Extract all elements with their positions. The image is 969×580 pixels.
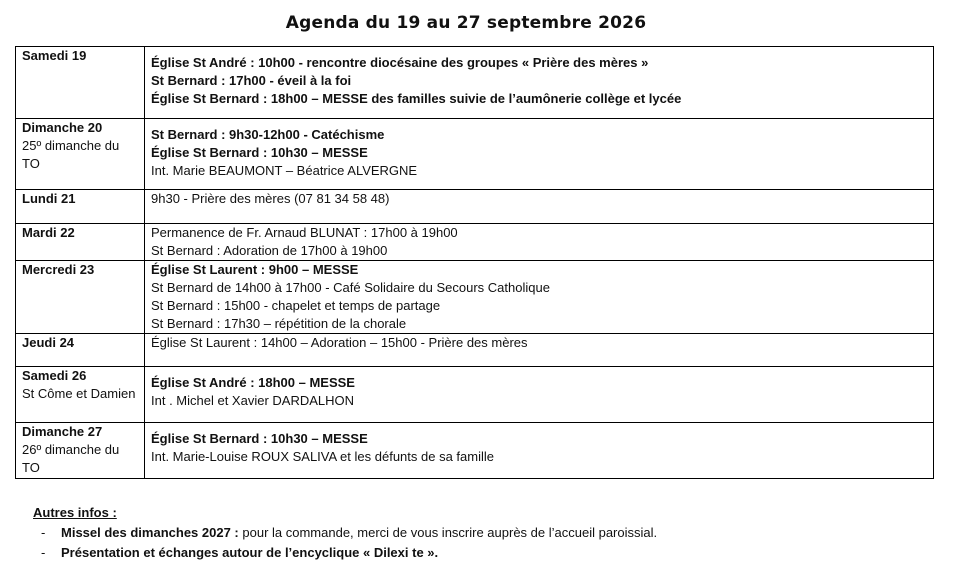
agenda-table <box>15 46 934 479</box>
event-line: Église St Bernard : 10h30 – MESSE <box>151 431 368 446</box>
event-line: St Bernard : Adoration de 17h00 à 19h00 <box>151 243 388 258</box>
event-line: Permanence de Fr. Arnaud BLUNAT : 17h00 à 19h00 <box>151 225 458 240</box>
day-name: Mardi 22 <box>22 225 75 240</box>
event-line: Église St Bernard : 18h00 – MESSE des familles suivie de l’aumônerie collège et lycée <box>151 91 682 106</box>
event-line: 9h30 - Prière des mères (07 81 34 58 48) <box>151 191 390 206</box>
day-name: Samedi 19 <box>22 48 87 63</box>
event-line: St Bernard de 14h00 à 17h00 - Café Solidaire du Secours Catholique <box>151 280 550 295</box>
day-cell <box>16 47 145 119</box>
day-subtitle: 25º dimanche du TO <box>22 138 120 171</box>
event-line: St Bernard : 17h00 - éveil à la foi <box>151 73 352 88</box>
day-cell <box>16 224 145 261</box>
events-cell <box>145 334 934 367</box>
table-row <box>16 261 934 334</box>
list-bullet: - <box>41 525 46 540</box>
day-subtitle: St Côme et Damien <box>22 386 136 401</box>
event-line: Int . Michel et Xavier DARDALHON <box>151 393 355 408</box>
day-subtitle: 26º dimanche du TO <box>22 442 120 475</box>
events-cell <box>145 367 934 423</box>
day-name: Jeudi 24 <box>22 335 75 350</box>
list-item <box>33 523 913 543</box>
day-cell <box>16 119 145 190</box>
event-line: Int. Marie BEAUMONT – Béatrice ALVERGNE <box>151 163 418 178</box>
events-cell <box>145 47 934 119</box>
day-name: Dimanche 20 <box>22 120 103 135</box>
day-cell <box>16 334 145 367</box>
page-title: Agenda du 19 au 27 septembre 2026 <box>285 13 647 33</box>
table-row <box>16 367 934 423</box>
event-line: St Bernard : 15h00 - chapelet et temps de partage <box>151 298 441 313</box>
day-name: Mercredi 23 <box>22 262 95 277</box>
other-info-section <box>33 503 913 563</box>
table-row <box>16 334 934 367</box>
table-row <box>16 119 934 190</box>
day-cell <box>16 261 145 334</box>
table-row <box>16 224 934 261</box>
info-label: Missel des dimanches 2027 : <box>61 525 239 540</box>
event-line: Int. Marie-Louise ROUX SALIVA et les défunts de sa famille <box>151 449 494 464</box>
events-cell <box>145 190 934 224</box>
day-cell <box>16 190 145 224</box>
events-cell <box>145 224 934 261</box>
table-row <box>16 423 934 479</box>
day-cell <box>16 423 145 479</box>
day-cell <box>16 367 145 423</box>
day-name: Dimanche 27 <box>22 424 103 439</box>
event-line: Église St Bernard : 10h30 – MESSE <box>151 145 368 160</box>
day-name: Lundi 21 <box>22 191 76 206</box>
list-bullet: - <box>41 545 46 560</box>
info-text: pour la commande, merci de vous inscrire auprès de l’accueil paroissial. <box>238 525 658 540</box>
event-line: Église St André : 18h00 – MESSE <box>151 375 355 390</box>
events-cell <box>145 423 934 479</box>
events-cell <box>145 261 934 334</box>
events-cell <box>145 119 934 190</box>
other-info-heading: Autres infos : <box>33 505 117 520</box>
event-line: Église St André : 10h00 - rencontre diocésaine des groupes « Prière des mères » <box>151 55 649 70</box>
event-line: St Bernard : 9h30-12h00 - Catéchisme <box>151 127 385 142</box>
list-item <box>33 543 913 563</box>
table-row <box>16 190 934 224</box>
info-label: Présentation et échanges autour de l’encyclique « Dilexi te ». <box>61 545 439 560</box>
event-line: Église St Laurent : 14h00 – Adoration – 15h00 - Prière des mères <box>151 335 528 350</box>
day-name: Samedi 26 <box>22 368 87 383</box>
table-row <box>16 47 934 119</box>
event-line: Église St Laurent : 9h00 – MESSE <box>151 262 359 277</box>
event-line: St Bernard : 17h30 – répétition de la chorale <box>151 316 407 331</box>
